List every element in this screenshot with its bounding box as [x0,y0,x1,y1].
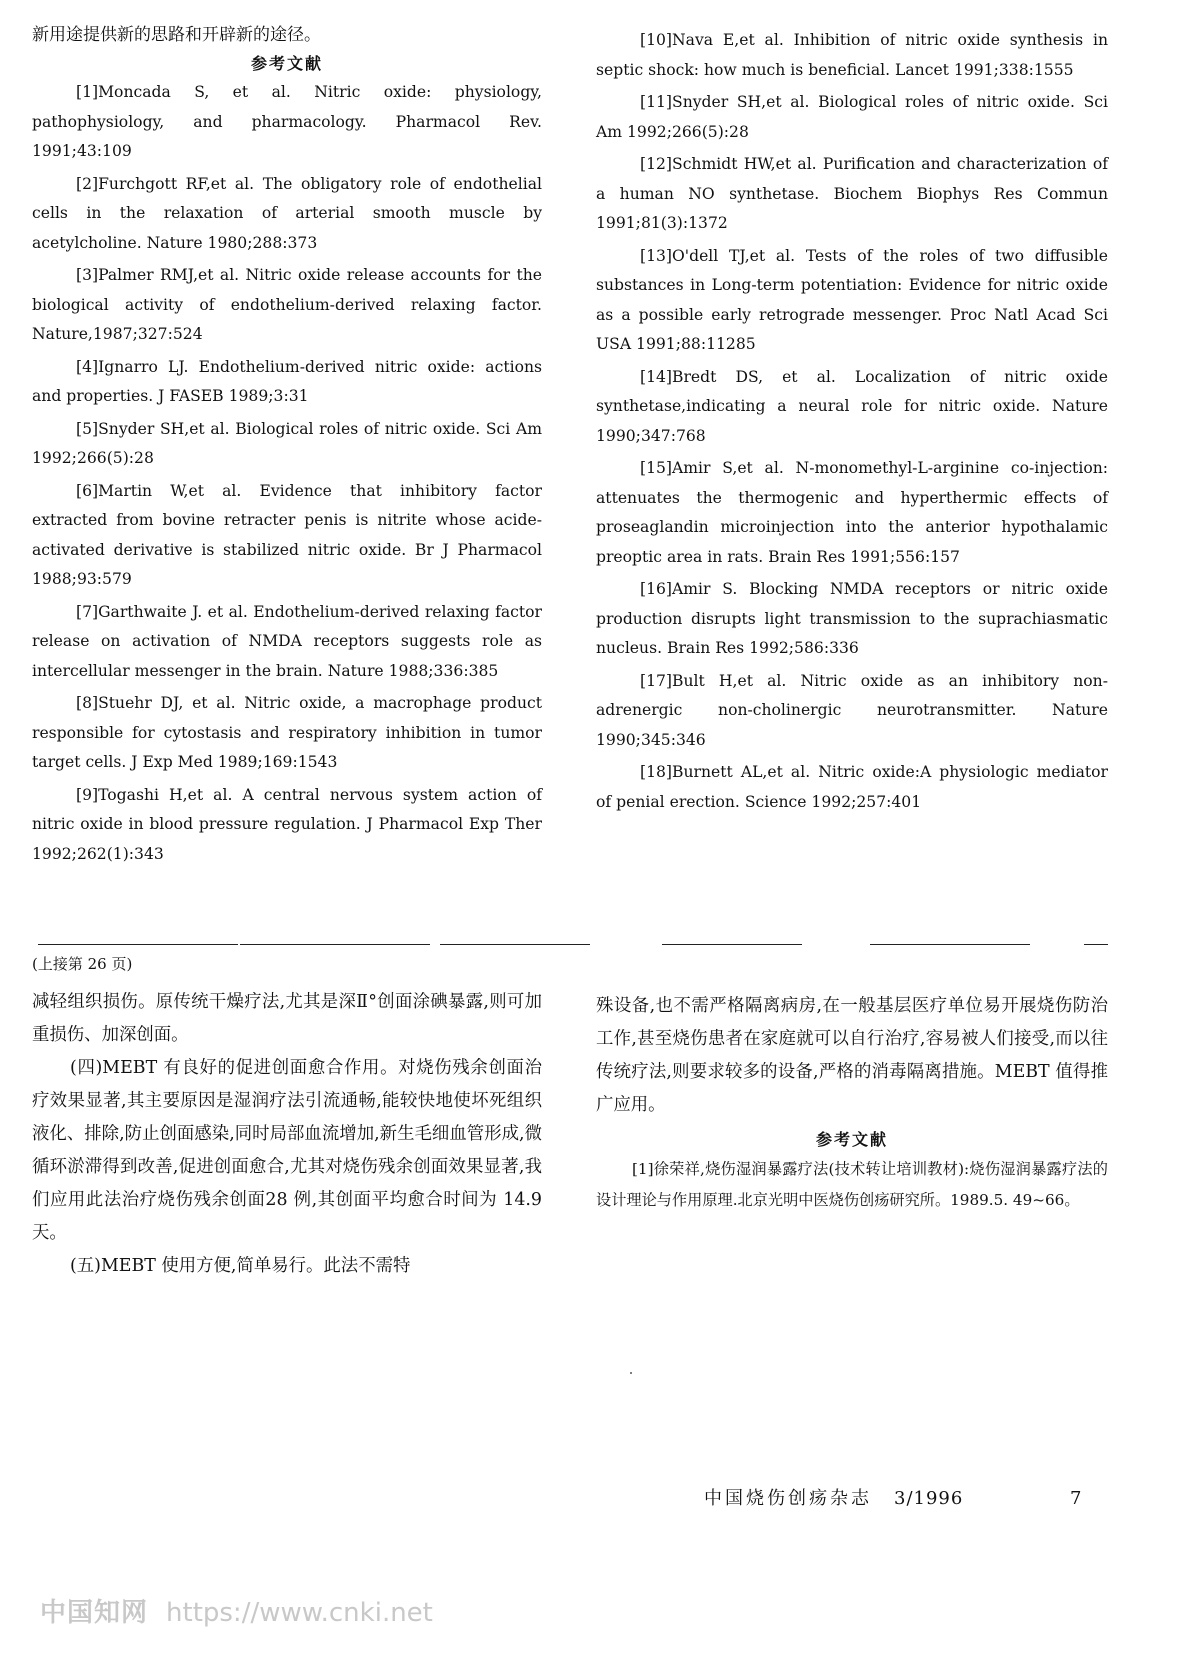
issue-number: 3/1996 [894,1488,964,1509]
section-divider [38,944,238,945]
reference-item: [7]Garthwaite J. et al. Endothelium-derived relaxing factor release on activation of NMDA receptors suggests role as intercellular messenger in the brain. Nature 1988;336:385 [32,602,542,680]
reference-item: [4]Ignarro LJ. Endothelium-derived nitric oxide: actions and properties. J FASEB 1989;3:31 [32,357,542,405]
section-divider [870,944,1030,945]
watermark-url: https://www.cnki.net [166,1598,433,1628]
body-paragraph: (五)MEBT 使用方便,简单易行。此法不需特 [70,1256,411,1276]
body-paragraph: 减轻组织损伤。原传统干燥疗法,尤其是深Ⅱ°创面涂碘暴露,则可加重损伤、加深创面。 [32,992,542,1045]
references-heading: 参考文献 [250,54,323,73]
section-divider [240,944,430,945]
journal-name: 中国烧伤创疡杂志 [704,1488,872,1509]
reference-item: [15]Amir S,et al. N-monomethyl-L-arginine co-injection: attenuates the thermogenic and hyperthermic effects of proseaglandin microinjection into the anterior hypothalamic preoptic area in rats. Brain Res 1991;556:157 [596,459,1108,566]
reference-item: [9]Togashi H,et al. A central nervous system action of nitric oxide in blood pressure regulation. J Pharmacol Exp Ther 1992;262(1):343 [32,785,542,863]
section-divider [662,944,802,945]
section-divider [1084,944,1108,945]
reference-item: [16]Amir S. Blocking NMDA receptors or nitric oxide production disrupts light transmission to the suprachiasmatic nucleus. Brain Res 1992;586:336 [596,580,1108,657]
reference-item: [3]Palmer RMJ,et al. Nitric oxide release accounts for the biological activity of endothelium-derived relaxing factor. Nature,1987;327:524 [32,266,542,343]
scan-speck [630,1372,632,1374]
watermark-brand: 中国知网 [40,1598,149,1628]
top-left-column [32,20,542,872]
reference-item: [14]Bredt DS, et al. Localization of nitric oxide synthetase,indicating a neural role for nitric oxide. Nature 1990;347:768 [596,367,1108,445]
reference-item: [8]Stuehr DJ, et al. Nitric oxide, a macrophage product responsible for cytostasis and respiratory inhibition in tumor target cells. J Exp Med 1989;169:1543 [32,694,542,771]
reference-item: [11]Snyder SH,et al. Biological roles of nitric oxide. Sci Am 1992;266(5):28 [596,93,1108,141]
reference-item: [13]O'dell TJ,et al. Tests of the roles of two diffusible substances in Long-term potentiation: Evidence for nitric oxide as a possible early retrograde messenger. Proc Natl Acad Sci USA 1991;88:11285 [596,246,1108,353]
reference-item: [5]Snyder SH,et al. Biological roles of nitric oxide. Sci Am 1992;266(5):28 [32,419,542,467]
reference-item: [6]Martin W,et al. Evidence that inhibitory factor extracted from bovine retracter penis is nitrite whose acide-activated derivative is stabilized nitric oxide. Br J Pharmacol 1988;93:579 [32,481,542,588]
body-paragraph: (四)MEBT 有良好的促进创面愈合作用。对烧伤残余创面治疗效果显著,其主要原因是湿润疗法引流通畅,能较快地使坏死组织液化、排除,防止创面感染,同时局部血流增加,新生毛细血管形成,微循环淤滞得到改善,促进创面愈合,尤其对烧伤残余创面效果显著,我们应用此法治疗烧伤残余创面28 例,其创面平均愈合时间为 14.9 天。 [32,1058,542,1243]
reference-item: [12]Schmidt HW,et al. Purification and characterization of a human NO synthetase. Biochem Biophys Res Commun 1991;81(3):1372 [596,155,1108,232]
reference-item: [10]Nava E,et al. Inhibition of nitric oxide synthesis in septic shock: how much is beneficial. Lancet 1991;338:1555 [596,31,1108,79]
lead-line: 新用途提供新的思路和开辟新的途径。 [32,25,321,45]
bottom-left-column [32,986,542,1283]
section-divider [440,944,590,945]
reference-item: [1]徐荣祥,烧伤湿润暴露疗法(技术转让培训教材):烧伤湿润暴露疗法的设计理论与作用原理.北京光明中医烧伤创疡研究所。1989.5. 49~66。 [596,1160,1108,1209]
references-heading: 参考文献 [815,1130,888,1149]
reference-item: [2]Furchgott RF,et al. The obligatory role of endothelial cells in the relaxation of arterial smooth muscle by acetylcholine. Nature 1980;288:373 [32,174,542,252]
continued-from-label: (上接第 26 页) [32,955,133,973]
reference-item: [1]Moncada S, et al. Nitric oxide: physiology, pathophysiology, and pharmacology. Pharmacol Rev. 1991;43:109 [32,83,542,160]
body-paragraph: 殊设备,也不需严格隔离病房,在一般基层医疗单位易开展烧伤防治工作,甚至烧伤患者在家庭就可以自行治疗,容易被人们接受,而以往传统疗法,则要求较多的设备,严格的消毒隔离措施。MEBT 值得推广应用。 [596,996,1108,1115]
page-footer [704,1486,1082,1512]
top-right-column [596,26,1108,820]
reference-item: [18]Burnett AL,et al. Nitric oxide:A physiologic mediator of penial erection. Science 1992;257:401 [596,763,1108,811]
cnki-watermark [40,1592,433,1629]
reference-item: [17]Bult H,et al. Nitric oxide as an inhibitory non-adrenergic non-cholinergic neurotransmitter. Nature 1990;345:346 [596,671,1108,749]
page-number: 7 [1070,1488,1082,1509]
bottom-right-column [596,990,1108,1216]
